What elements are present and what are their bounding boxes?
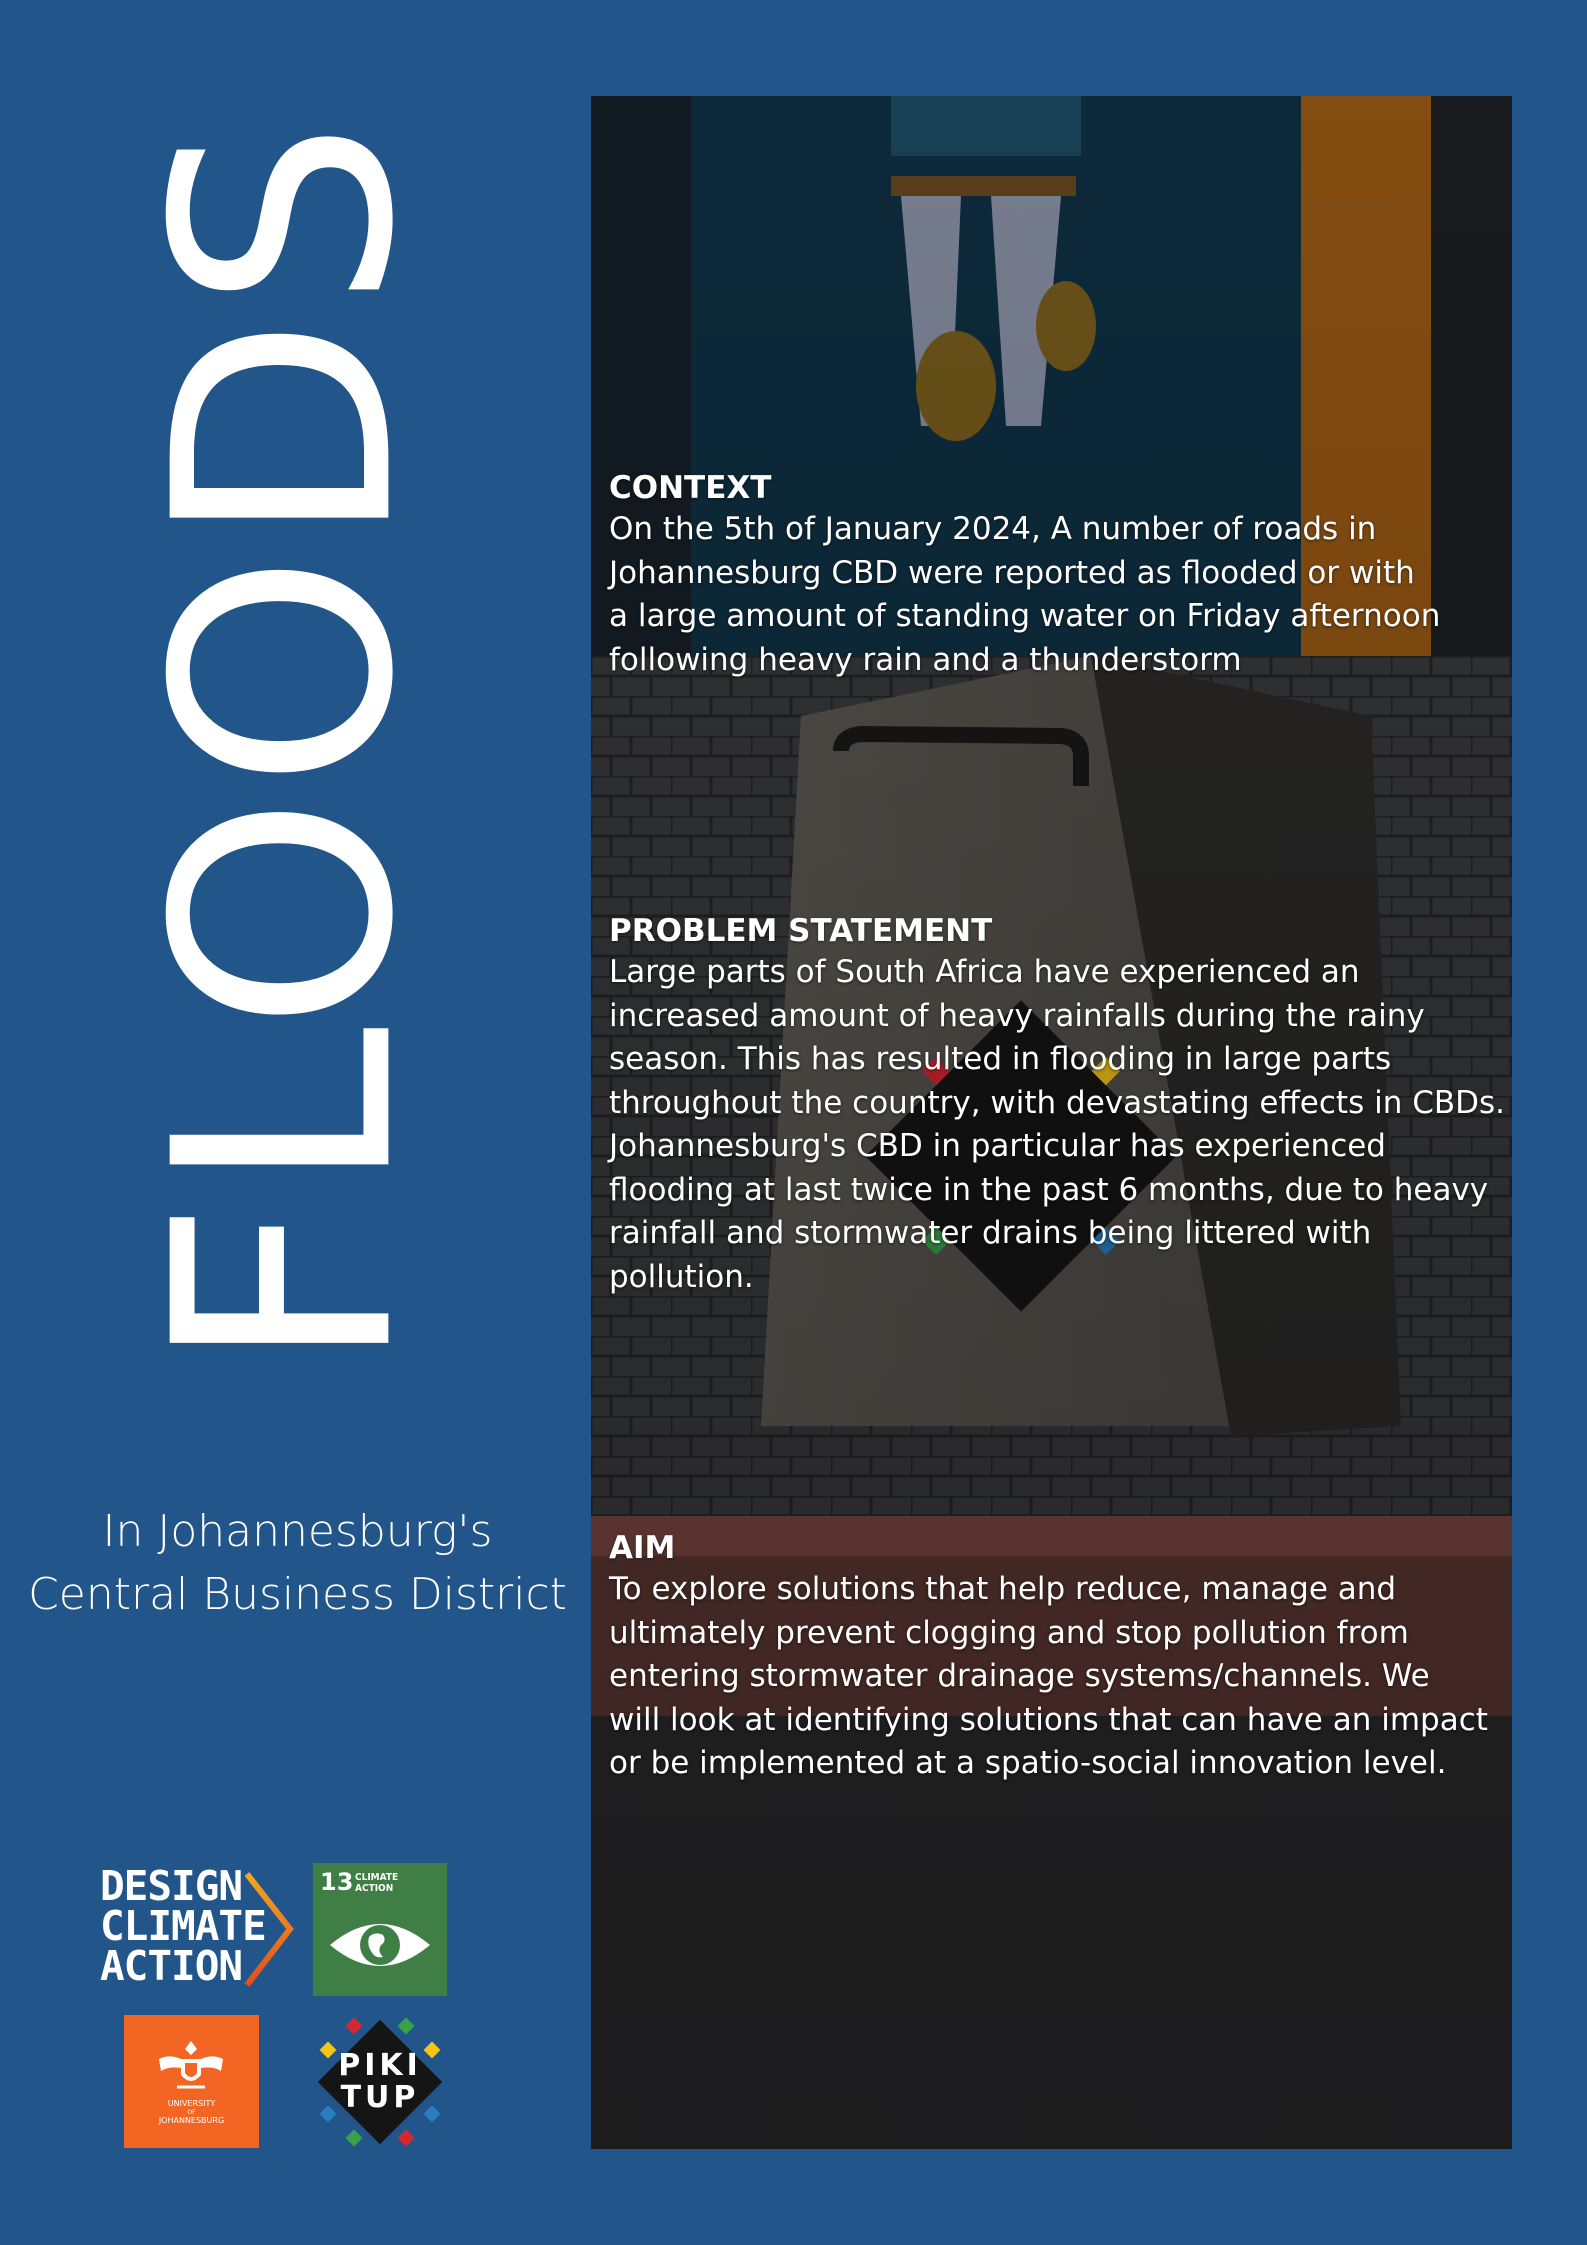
problem-heading: PROBLEM STATEMENT <box>609 913 993 949</box>
dca-line: DESIGN <box>100 1862 243 1910</box>
sdg-label-line: CLIMATE <box>355 1872 399 1883</box>
aim-line: entering stormwater drainage systems/channels. We <box>609 1658 1430 1694</box>
eye-globe-icon <box>327 1917 433 1973</box>
aim-line: or be implemented at a spatio-social innovation level. <box>609 1745 1447 1781</box>
chevron-icon <box>242 1872 297 1987</box>
problem-line: increased amount of heavy rainfalls during the rainy <box>609 997 1425 1034</box>
problem-line: flooding at last twice in the past 6 months, due to heavy <box>609 1171 1489 1208</box>
pikitup-line: TUP <box>340 2080 420 2115</box>
sdg-label <box>355 1872 398 1894</box>
aim-line: ultimately prevent clogging and stop pollution from <box>609 1614 1409 1651</box>
page-title: FLOODS <box>110 113 459 1372</box>
context-line: a large amount of standing water on Friday afternoon <box>609 598 1441 634</box>
problem-line: season. This has resulted in flooding in large parts <box>609 1041 1392 1077</box>
sdg-13-logo <box>313 1863 447 1996</box>
problem-line: Johannesburg's CBD in particular has experienced <box>609 1128 1386 1164</box>
pikitup-line: PIKI <box>338 2048 422 2083</box>
subtitle <box>0 1500 595 1626</box>
problem-line: pollution. <box>609 1258 754 1295</box>
aim-heading: AIM <box>609 1530 676 1566</box>
dca-line: CLIMATE <box>100 1902 266 1950</box>
problem-line: rainfall and stormwater drains being littered with <box>609 1215 1372 1251</box>
pikitup-wordmark <box>312 2050 448 2114</box>
context-line: following heavy rain and a thunderstorm <box>609 641 1242 678</box>
sdg-label-line: ACTION <box>355 1883 394 1894</box>
uj-line: UNIVERSITY <box>167 2099 216 2108</box>
dca-line: ACTION <box>100 1942 243 1990</box>
title-wrap <box>110 55 459 1430</box>
sdg-number: 13 <box>320 1868 354 1896</box>
context-body <box>609 508 1509 682</box>
context-line: Johannesburg CBD were reported as flooded or with <box>609 554 1415 591</box>
design-climate-action-logo <box>100 1862 300 1991</box>
aim-line: To explore solutions that help reduce, manage and <box>609 1571 1397 1607</box>
uj-line: OF <box>187 2109 196 2116</box>
context-section <box>609 468 1509 682</box>
context-line: On the 5th of January 2024, A number of roads in <box>609 511 1377 547</box>
problem-body <box>609 951 1509 1299</box>
university-of-johannesburg-logo <box>124 2015 259 2148</box>
uj-wordmark <box>124 2099 259 2126</box>
aim-line: will look at identifying solutions that can have an impact <box>609 1701 1488 1738</box>
subtitle-line-2: Central Business District <box>28 1569 567 1620</box>
uj-line: JOHANNESBURG <box>158 2116 225 2125</box>
pikitup-logo <box>312 2014 448 2150</box>
image-panel <box>591 96 1512 2149</box>
problem-section <box>609 911 1509 1299</box>
aim-body <box>609 1568 1509 1786</box>
subtitle-line-1: In Johannesburg's <box>102 1506 493 1557</box>
crest-icon <box>151 2035 231 2097</box>
problem-line: Large parts of South Africa have experienced an <box>609 954 1360 990</box>
dca-wordmark <box>100 1862 266 1990</box>
problem-line: throughout the country, with devastating effects in CBDs. <box>609 1084 1505 1121</box>
context-heading: CONTEXT <box>609 470 772 506</box>
aim-section <box>609 1528 1509 1786</box>
